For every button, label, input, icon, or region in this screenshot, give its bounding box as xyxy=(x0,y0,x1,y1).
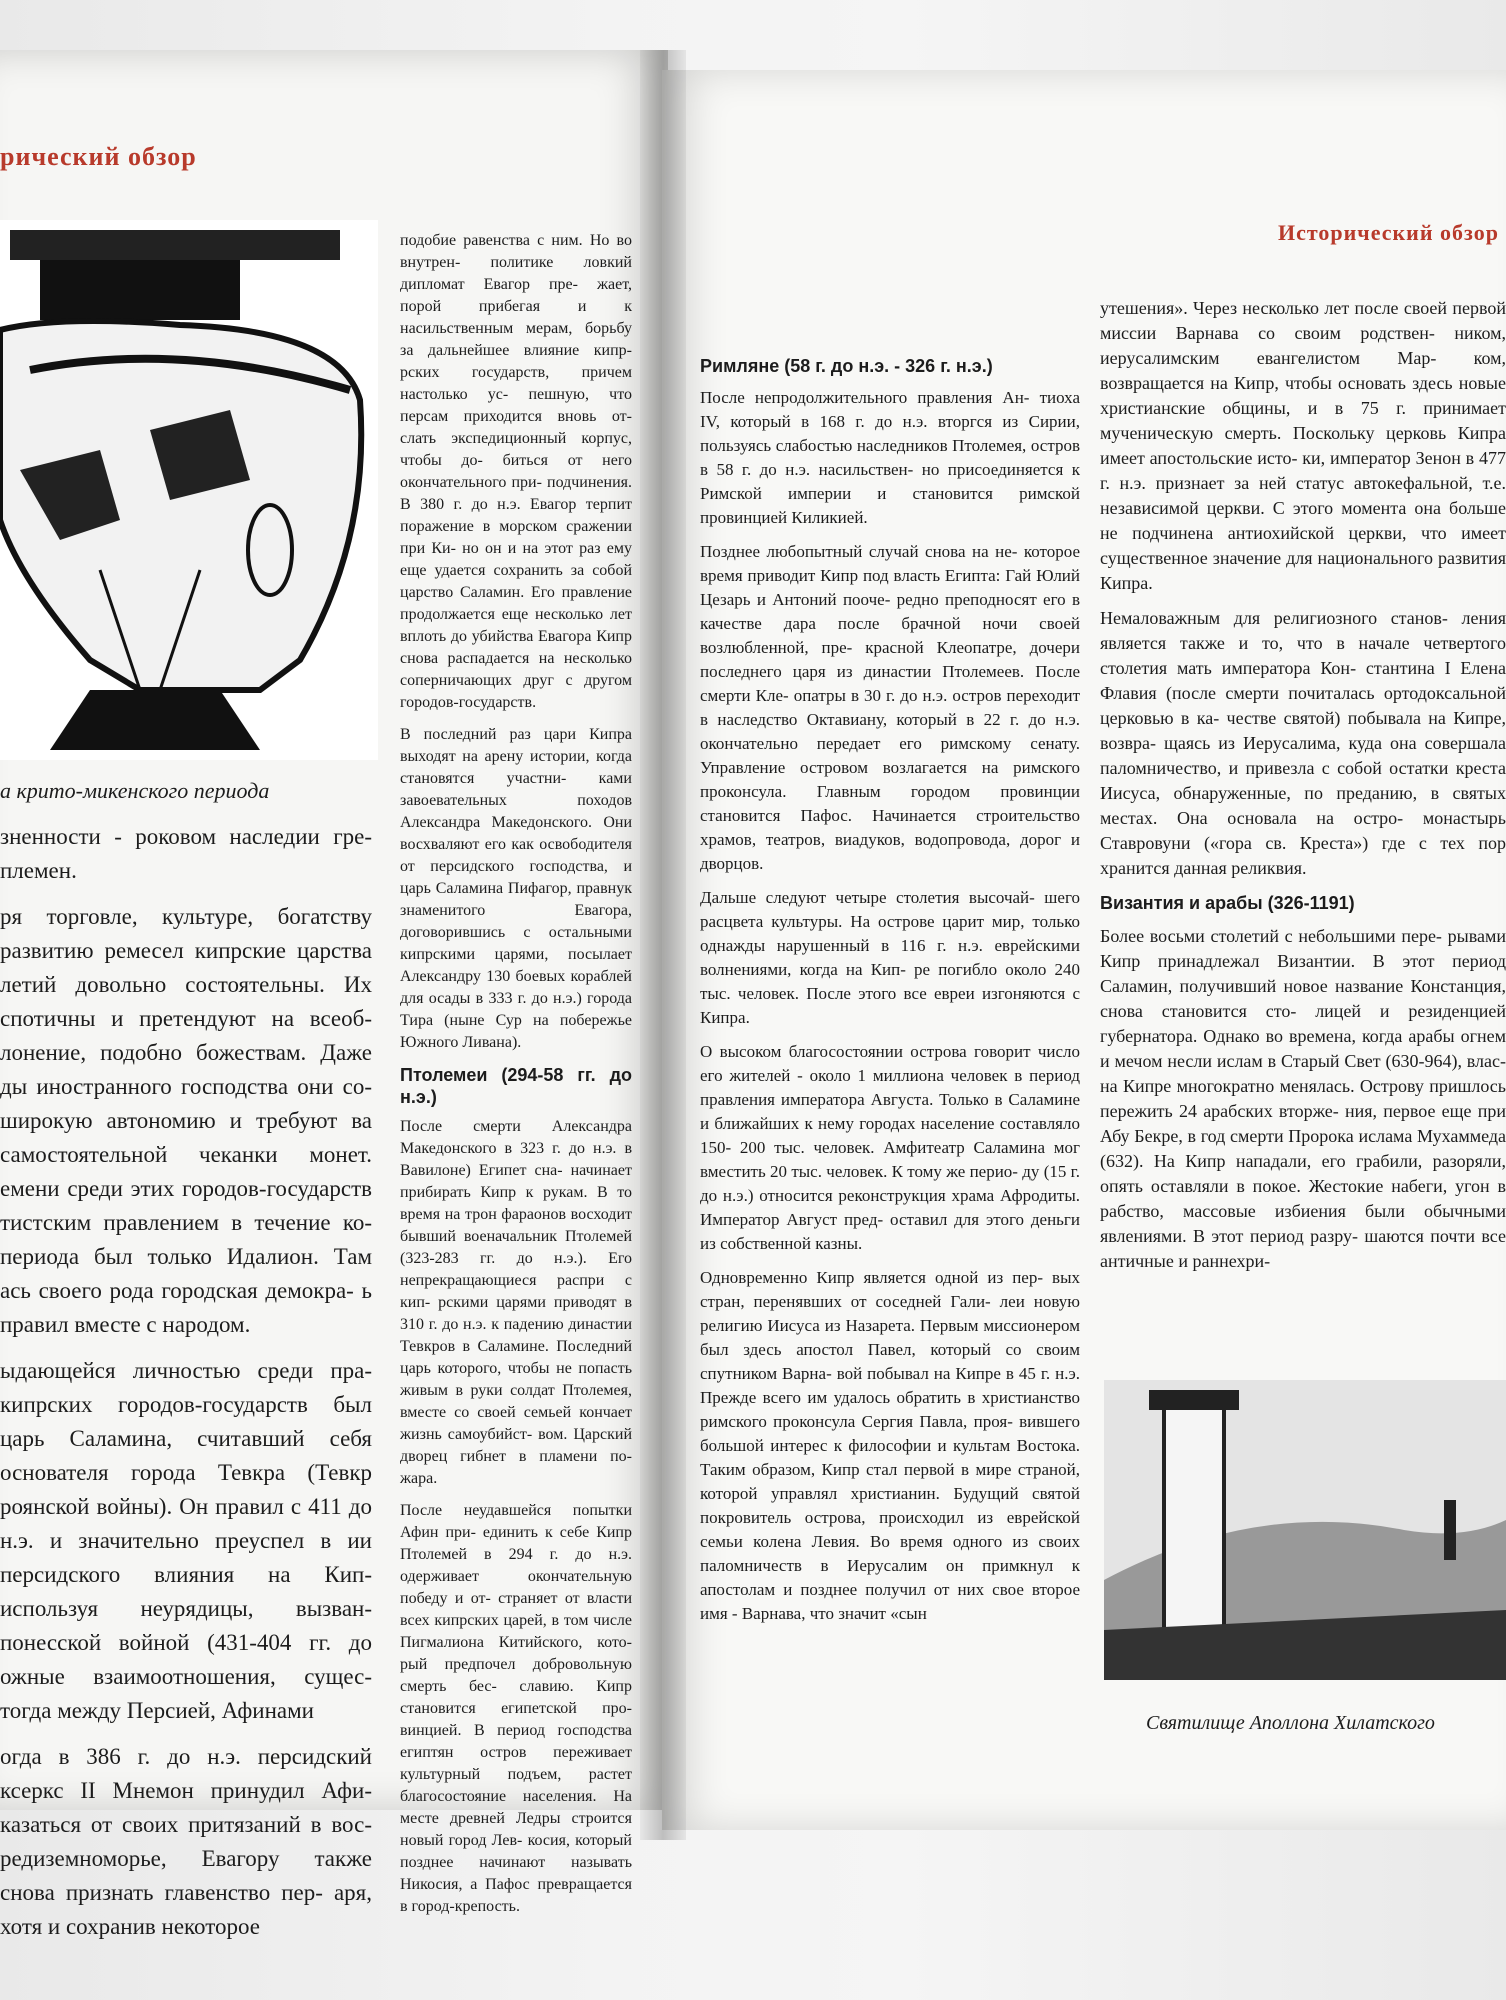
paragraph: огда в 386 г. до н.э. персидский ксеркс II Мнемон принудил Афи- казаться от своих притязаний в вос- редиземноморье, Евагору также снова признать главенство пер- аря, хотя и сохранив некоторое xyxy=(0,1744,372,1939)
paragraph: зненности - роковом наследии гре- племен. xyxy=(0,824,372,883)
right-column-2 xyxy=(1100,296,1506,1284)
paragraph: утешения». Через несколько лет после своей первой миссии Варнава со своим родствен- ником, иерусалимским евангелистом Мар- ком, возвращается на Кипр, чтобы основать здесь новые христианские общины, и в 75 г. принимает мученическую смерть. Поскольку церковь Кипра имеет апостольские исто- ки, император Зенон в 477 г. н.э. признает за ней статус автокефальной, т.е. независимой церкви. С этого момента она больше не подчинена антиохийской церкви, что имеет существенное значение для национального развития Кипра. xyxy=(1100,298,1506,593)
left-figure-caption: а крито-микенского периода xyxy=(0,778,270,803)
left-column-2 xyxy=(400,230,632,1928)
section-heading-byzantium: Византия и арабы (326-1191) xyxy=(1100,893,1355,913)
paragraph: После непродолжительного правления Ан- тиоха IV, который в 168 г. до н.э. вторгся из Сирии, пользуясь слабостью наследников Птолемея, остров в 58 г. до н.э. насильствен- но присоединяется к Римской империи и становится римской провинцией Киликией. xyxy=(700,388,1080,527)
section-heading-ptolemies: Птолемеи (294-58 гг. до н.э.) xyxy=(400,1065,632,1107)
right-figure-caption: Святилище Аполлона Хилатского xyxy=(1146,1712,1435,1734)
vase-illustration xyxy=(0,220,378,760)
ruins-illustration xyxy=(1104,1380,1506,1680)
apollo-sanctuary-photo xyxy=(1104,1380,1506,1680)
paragraph: ря торговле, культуре, богатству развитию ремесел кипрские царства летий довольно состоятельны. Их спотичны и претендуют на всеоб- лонение, подобно божествам. Даже ды иностранного господства они со- широкую автономию и требуют ва самостоятельной чеканки монет. емени среди этих городов-государств тистским правлением в течение ко- периода был только Идалион. Там ась своего рода городская демокра- ь правил вместе с народом. xyxy=(0,904,372,1337)
paragraph: После смерти Александра Македонского в 323 г. до н.э. в Вавилоне) Египет сна- начинает прибирать Кипр к рукам. В то время на трон фараонов восходит бывший военачальник Птолемей (323-283 гг. до н.э.). Его непрекращающиеся распри с кип- рскими царями приводят в 310 г. до н.э. к падению династии Тевкров в Саламине. Последний царь которого, чтобы не попасть живым в руки солдат Птолемея, вместе со своей семьей кончает жизнь самоубийст- вом. Царский дворец гибнет в пламени по- жара. xyxy=(400,1118,632,1487)
minoan-vase-figure xyxy=(0,220,378,760)
paragraph: Позднее любопытный случай снова на не- которое время приводит Кипр под власть Египта: Гай Юлий Цезарь и Антоний пооче- редно преподносят его в качестве дара после брачной ночи своей возлюбленной, пре- красной Клеопатре, дочери последнего царя из династии Птолемеев. После смерти Кле- опатры в 30 г. до н.э. остров переходит в наследство Октавиану, который в 22 г. до н.э. окончательно передает его римскому сенату. Управление островом возлагается на римского проконсула. Главным городом провинции становится Пафос. Начинается строительство храмов, театров, виадуков, водопровода, дорог и дворцов. xyxy=(700,542,1080,873)
right-running-header: Исторический обзор xyxy=(1278,220,1499,245)
section-heading-romans: Римляне (58 г. до н.э. - 326 г. н.э.) xyxy=(700,356,993,376)
paragraph: Более восьми столетий с небольшими пере- рывами Кипр принадлежал Византии. В этот период Саламин, получивший новое название Констанция, снова становится сто- лицей и резиденцией губернатора. Однако во времена, когда арабы огнем и мечом несли ислам в Старый Свет (630-964), влас- на Кипре многократно менялась. Острову пришлось пережить 24 арабских вторже- ния, первое еще при Абу Бекре, в год смерти Пророка ислама Мухаммеда (632). На Кипр нападали, его грабили, разоряли, опять оставляли в покое. Жестокие набеги, угон в рабство, массовые избиения были обычными явлениями. В этот период разру- шаются почти все античные и раннехри- xyxy=(1100,926,1506,1271)
book-gutter xyxy=(640,50,686,1840)
paragraph: Дальше следуют четыре столетия высочай- шего расцвета культуры. На острове царит мир, только однажды нарушенный в 116 г. н.э. еврейскими волнениями, когда на Кип- ре погибло около 240 тыс. человек. После этого все евреи изгоняются с Кипра. xyxy=(700,888,1080,1027)
paragraph: Одновременно Кипр является одной из пер- вых стран, перенявших от соседней Гали- леи новую религию Иисуса из Назарета. Первым миссионером был здесь апостол Павел, который со своим спутником Варна- вой побывал на Кипре в 45 г. н.э. Прежде всего им удалось обратить в христианство римского проконсула Сергия Павла, проя- вившего большой интерес к философии и культам Востока. Таким образом, Кипр стал первой в мире страной, которой управлял христианин. Будущий святой покровитель острова, происходил из еврейской семьи колена Левия. Во время одного из своих паломничеств в Иерусалим он примкнул к апостолам и позднее получил от них свое второе имя - Варнава, что значит «сын xyxy=(700,1268,1080,1623)
paragraph: О высоком благосостоянии острова говорит число его жителей - около 1 миллиона человек в период правления императора Августа. Только в Саламине и ближайших к нему городах население составляло 150- 200 тыс. человек. Амфитеатр Саламина мог вместить 20 тыс. человек. К тому же перио- ду (15 г. до н.э.) относится реконструкция храма Афродиты. Император Август пред- оставил для этого деньги из собственной казны. xyxy=(700,1042,1080,1253)
paragraph: После неудавшейся попытки Афин при- единить к себе Кипр Птолемей в 294 г. до н.э. одерживает окончательную победу и от- страняет от власти всех кипрских царей, в том числе Пигмалиона Китийского, кото- рый предпочел добровольную смерть бес- славию. Кипр становится египетской про- винцией. В период господства египтян остров переживает культурный подъем, растет благосостояние населения. На месте древней Ледры строится новый город Лев- косия, который позднее начинают называть Никосия, а Пафос превращается в город-крепость. xyxy=(400,1502,632,1915)
paragraph: ыдающейся личностью среди пра- кипрских городов-государств был царь Саламина, считавший себя основателя города Тевкра (Тевкр роянской войны). Он правил с 411 до н.э. и значительно преуспел в ии персидского влияния на Кип- используя неурядицы, вызван- понесской войной (431-404 гг. до ожные взаимоотношения, сущес- тогда между Персией, Афинами xyxy=(0,1358,372,1723)
right-column-1 xyxy=(700,346,1080,1636)
left-column-1 xyxy=(0,820,372,1956)
paragraph: Немаловажным для религиозного станов- ления является также и то, что в начале четвертого столетия мать императора Кон- стантина I Елена Флавия (после смерти почиталась ортодоксальной церковью в ка- честве святой) побывала на Кипре, возвра- щаясь из Иерусалима, куда она совершала паломничество, и привезла с собой остатки креста Иисуса, обнаруженные, по преданию, в святых местах. Она основала на остро- монастырь Ставровуни («гора св. Креста») где с тех пор хранится данная реликвия. xyxy=(1100,608,1506,878)
paragraph: В последний раз цари Кипра выходят на арену истории, когда становятся участни- ками завоевательных походов Александра Македонского. Они восхваляют его как освободителя от персидского господства, и царь Саламина Пифагор, правнук знаменитого Евагора, договорившись с остальными кипрскими царями, посылает Александру 130 боевых кораблей для осады в 333 г. до н.э.) города Тира (ныне Сур на побережье Южного Ливана). xyxy=(400,726,632,1051)
left-running-header: рический обзор xyxy=(0,142,197,171)
paragraph: подобие равенства с ним. Но во внутрен- политике ловкий дипломат Евагор пре- жает, порой прибегая и к насильственным мерам, борьбу за дальнейшее влияние кипр- рских государств, причем настолько ус- пешную, что персам приходится вновь от- слать экспедиционный корпус, чтобы до- биться от него окончательного при- подчинения. В 380 г. до н.э. Евагор терпит поражение в морском сражении при Ки- но он и на этот раз ему еще удается сохранить за собой царство Саламин. Его правление продолжается еще несколько лет вплоть до убийства Евагора Кипр снова распадается на несколько соперничающих друг с другом городов-государств. xyxy=(400,232,632,711)
